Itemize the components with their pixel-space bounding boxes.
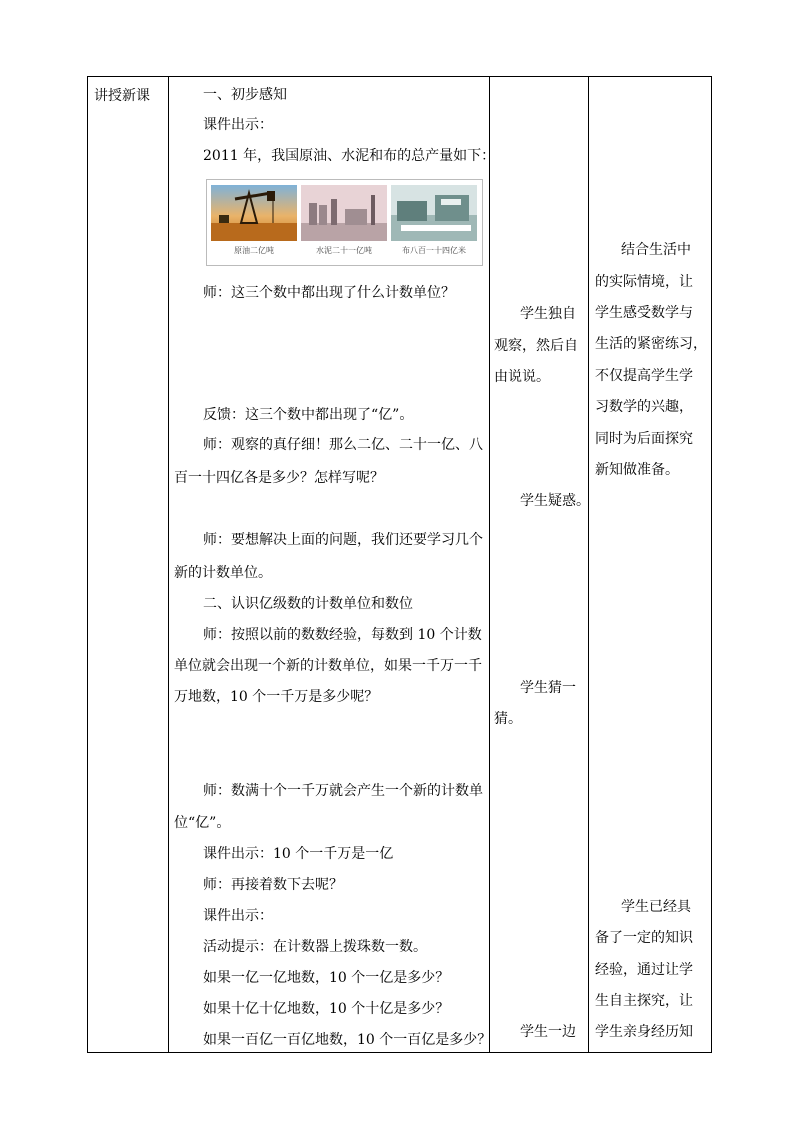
content-cell [169,77,496,1053]
content-line: 师：数满十个一千万就会产生一个新的计数单 [203,783,483,799]
intent-line: 备了一定的知识 [595,930,693,946]
content-line: 如果一亿一亿地数，10 个一亿是多少？ [203,970,450,986]
oil-photo [211,185,297,261]
content-line: 新的计数单位。 [174,565,272,581]
content-line: 一、初步感知 [203,87,287,103]
content-line: 课件出示： [203,908,273,924]
cloth-photo [391,185,477,261]
intent-line: 结合生活中 [621,242,691,258]
content-line: 师：要想解决上面的问题，我们还要学习几个 [203,532,483,548]
section-label: 讲授新课 [94,88,150,104]
content-line: 反馈：这三个数中都出现了“亿”。 [203,407,414,423]
section-cell [88,77,169,1053]
content-line: 如果一百亿一百亿地数，10 个一百亿是多少？ [203,1032,492,1048]
content-line: 如果十亿十亿地数，10 个十亿是多少？ [203,1001,450,1017]
content-line: 师：观察的真仔细！那么二亿、二十一亿、八 [203,437,483,453]
student-line: 观察，然后自 [494,338,578,354]
intent-line: 新知做准备。 [595,462,679,478]
intent-line: 经验，通过让学 [595,962,693,978]
intent-line: 学生感受数学与 [595,305,693,321]
production-photos [206,179,483,266]
student-activity-cell [490,77,589,1053]
intent-line: 生自主探究，让 [595,993,693,1009]
student-line: 学生猜一 [520,680,576,696]
oil-pump-photo-icon [211,185,297,241]
content-line: 位“亿”。 [174,815,231,831]
student-line: 猜。 [494,711,522,727]
photo-caption: 水泥二十一亿吨 [316,246,372,255]
content-line: 单位就会出现一个新的计数单位，如果一千万一千 [174,658,482,674]
content-line: 师：按照以前的数数经验，每数到 10 个计数 [203,627,482,643]
content-line: 二、认识亿级数的计数单位和数位 [203,596,413,612]
content-line: 2011 年，我国原油、水泥和布的总产量如下： [203,148,496,164]
design-intent-cell [589,77,712,1053]
intent-line: 生活的紧密练习， [595,336,707,352]
cement-photo [301,185,387,261]
content-line: 师：再接着数下去呢？ [203,877,343,893]
textile-machine-photo-icon [391,185,477,241]
content-line: 万地数，10 个一千万是多少呢？ [174,689,379,705]
cement-factory-photo-icon [301,185,387,241]
student-line: 学生一边 [520,1024,576,1040]
content-line: 课件出示： [203,117,273,133]
lesson-table [87,76,712,1053]
intent-line: 学生亲身经历知 [595,1024,693,1040]
student-line: 学生独自 [520,306,576,322]
intent-line: 学生已经具 [621,899,691,915]
intent-line: 同时为后面探究 [595,431,693,447]
content-line: 活动提示：在计数器上拨珠数一数。 [203,939,427,955]
content-line: 课件出示：10 个一千万是一亿 [203,846,394,862]
student-line: 由说说。 [494,369,550,385]
intent-line: 不仅提高学生学 [595,368,693,384]
student-line: 学生疑惑。 [520,493,590,509]
intent-line: 的实际情境，让 [595,274,693,290]
content-line: 百一十四亿各是多少？怎样写呢？ [174,470,384,486]
intent-line: 习数学的兴趣， [595,399,693,415]
photo-caption: 原油二亿吨 [234,246,274,255]
content-line: 师：这三个数中都出现了什么计数单位？ [203,285,455,301]
photo-caption: 布八百一十四亿米 [402,246,466,255]
